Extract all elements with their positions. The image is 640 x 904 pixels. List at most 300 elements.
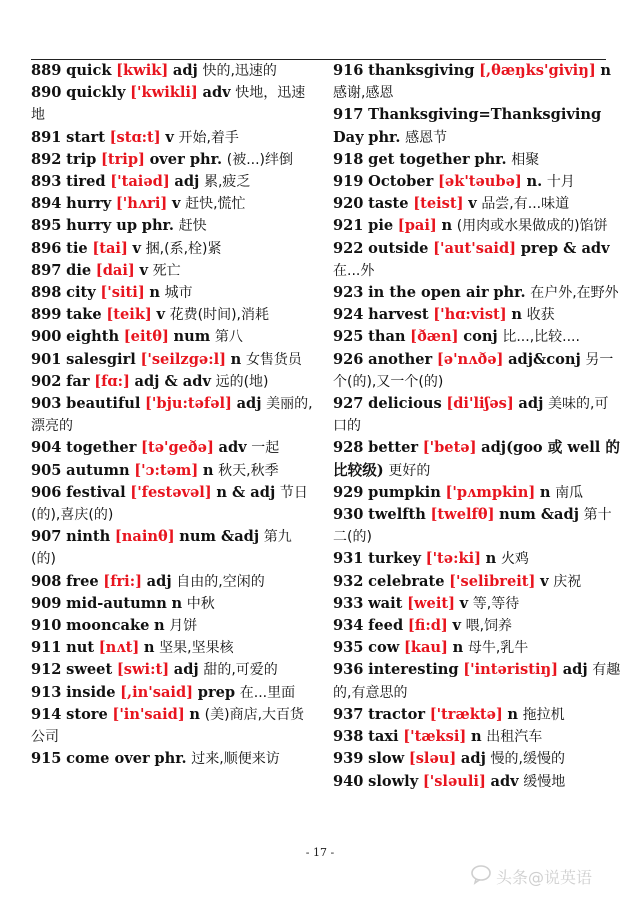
entry-number: 896 [31,239,62,257]
entry-word: tractor [368,705,426,723]
entry-phonetic: [tai] [92,239,128,257]
entry-phonetic: ['festəvəl] [130,483,212,501]
entry-word: free [66,572,99,590]
entry-part-of-speech: phr. [154,750,187,768]
entry-definition: 有趣的,有意思的 [333,662,621,701]
entry-number: 930 [333,506,364,524]
vocab-entry [31,127,315,149]
entry-number: 891 [31,128,62,146]
vocab-entry [31,193,315,215]
entry-phonetic: [nʌt] [98,639,140,657]
entry-phonetic: [fɑ:] [94,372,130,390]
entry-phonetic: ['hʌri] [115,195,168,213]
entry-phonetic: ['pʌmpkin] [445,483,536,501]
entry-part-of-speech: n & adj [216,483,276,501]
entry-number: 932 [333,572,364,590]
vocab-entry [333,593,621,615]
entry-number: 900 [31,328,62,346]
entry-phonetic: ['sləuli] [422,772,486,790]
entry-number: 919 [333,173,364,191]
entry-number: 894 [31,195,62,213]
entry-word: quick [66,62,112,79]
entry-definition: 在户外,在野外 [530,285,619,302]
entry-phonetic: [ðæn] [410,328,459,346]
entry-part-of-speech: prep & adv [520,239,610,257]
entry-word: twelfth [368,506,426,524]
entry-definition: 等,等待 [472,595,520,612]
entry-word: far [66,372,90,390]
entry-number: 918 [333,150,364,168]
vocab-entry [31,637,315,659]
entry-number: 901 [31,350,62,368]
entry-phonetic: ['tə:ki] [425,550,482,568]
entry-part-of-speech: phr. [368,128,401,146]
entry-number: 907 [31,528,62,546]
entry-number: 913 [31,683,62,701]
entry-word: get together [368,150,470,168]
entry-part-of-speech: v [156,306,165,324]
vocab-entry [31,593,315,615]
entry-definition: 品尝,有...味道 [481,196,570,213]
entry-number: 938 [333,728,364,746]
entry-phonetic: [,in'said] [120,683,194,701]
vocab-entry [333,726,621,748]
vocab-entry [31,326,315,348]
entry-word: in the open air [368,284,489,302]
entry-number: 899 [31,306,62,324]
entry-phonetic: [trip] [100,150,145,168]
entry-definition: (被...)绊倒 [226,151,294,168]
vocab-entry [333,771,621,793]
vocab-entry [31,482,315,526]
entry-number: 935 [333,639,364,657]
entry-word: harvest [368,306,429,324]
page-number: - 17 - [305,846,335,859]
vocab-entry [31,526,315,570]
vocab-entry [31,371,315,393]
entry-definition: 更好的 [388,462,431,479]
entry-number: 910 [31,617,62,635]
entry-definition: 女售货员 [245,351,302,368]
entry-word: start [66,128,105,146]
vocab-entry [333,615,621,637]
entry-phonetic: ['tæksi] [403,728,467,746]
vocab-entry [333,482,621,504]
entry-part-of-speech: v [459,594,469,612]
entry-word: October [368,173,434,191]
vocab-entry [31,282,315,304]
entry-definition: 缓慢地 [523,773,566,790]
entry-phonetic: [dai] [95,261,135,279]
entry-part-of-speech: adj(goo 或 well 的比较级) [333,439,621,479]
entry-part-of-speech: phr. [141,217,174,235]
entry-word: interesting [368,661,459,679]
entry-word: than [368,328,406,346]
entry-part-of-speech: phr. [493,284,526,302]
vocab-column-left [31,60,315,771]
entry-word: thanksgiving [368,62,475,79]
entry-word: city [66,284,96,302]
entry-word: tired [66,173,106,191]
entry-phonetic: [ək'təubə] [438,173,522,191]
entry-number: 928 [333,439,364,457]
entry-phonetic: [teik] [106,306,152,324]
entry-word: hurry up [66,217,138,235]
entry-number: 915 [31,750,62,768]
entry-part-of-speech: n [485,550,497,568]
entry-number: 926 [333,350,364,368]
entry-part-of-speech: prep [197,683,236,701]
entry-part-of-speech: adj [236,395,262,413]
entry-part-of-speech: num &adj [499,506,579,524]
entry-number: 931 [333,550,364,568]
entry-definition: 甜的,可爱的 [203,662,278,679]
vocab-entry [31,349,315,371]
entry-definition: 比...,比较.... [502,329,580,346]
entry-phonetic: [kau] [403,639,448,657]
entry-definition: 十月 [546,174,575,191]
entry-phonetic: ['siti] [100,284,145,302]
entry-phonetic: ['taiəd] [110,173,170,191]
entry-word: better [368,439,419,457]
vocab-entry [31,437,315,459]
watermark-text: 头条@说英语 [496,868,593,887]
entry-part-of-speech: adj & adv [134,372,211,390]
entry-phonetic: [eitθ] [123,328,169,346]
vocab-entry [31,60,315,82]
entry-part-of-speech: phr. [474,150,507,168]
entry-part-of-speech: n [230,350,242,368]
entry-number: 914 [31,705,62,723]
entry-part-of-speech: n [143,639,155,657]
entry-definition: 慢的,缓慢的 [490,751,565,768]
entry-word: take [66,306,102,324]
entry-definition: 感恩节 [405,129,448,146]
vocab-entry [333,193,621,215]
entry-word: quickly [66,84,126,102]
entry-word: slowly [368,772,419,790]
entry-definition: 开始,着手 [178,129,239,146]
entry-definition: 庆祝 [553,573,582,590]
entry-definition: 另一个(的),又一个(的) [333,351,614,390]
vocab-entry [31,460,315,482]
entry-part-of-speech: n [154,617,165,635]
entry-part-of-speech: num [173,328,211,346]
vocab-entry [31,659,315,681]
vocab-entry [31,682,315,704]
entry-part-of-speech: v [468,195,477,213]
entry-part-of-speech: n [539,483,551,501]
entry-phonetic: [swi:t] [116,661,170,679]
entry-number: 905 [31,461,62,479]
entry-phonetic: ['aut'said] [433,239,517,257]
vocab-entry [333,571,621,593]
entry-number: 922 [333,239,364,257]
entry-phonetic: [weit] [407,594,456,612]
entry-definition: 过来,顺便来访 [191,751,280,768]
entry-part-of-speech: n [171,594,183,612]
vocab-entry [333,393,621,437]
entry-phonetic: [di'liʃəs] [446,395,514,413]
entry-number: 934 [333,617,364,635]
entry-definition: 感谢,感恩 [333,85,394,102]
vocab-entry [333,748,621,770]
entry-phonetic: ['hɑ:vist] [433,306,507,324]
entry-phonetic: [twelfθ] [430,506,495,524]
entry-number: 924 [333,306,364,324]
entry-word: pie [368,217,394,235]
entry-phonetic: [teist] [413,195,464,213]
entry-part-of-speech: n [511,306,522,324]
entry-word: store [66,705,108,723]
entry-word: trip [66,150,97,168]
entry-definition: 节日(的),喜庆(的) [31,484,308,524]
entry-part-of-speech: n. [526,173,543,191]
vocab-entry [31,238,315,260]
entry-number: 916 [333,62,364,79]
entry-number: 898 [31,284,62,302]
vocab-entry [31,149,315,171]
entry-definition: 在...外 [333,262,375,279]
entry-word: feed [368,617,404,635]
entry-number: 940 [333,772,364,790]
entry-part-of-speech: conj [463,328,498,346]
vocab-entry [333,437,621,481]
entry-definition: 相聚 [511,151,540,168]
entry-part-of-speech: n [149,284,160,302]
entry-word: festival [66,483,126,501]
entry-word: hurry [66,195,112,213]
entry-phonetic: ['intəristiŋ] [463,661,559,679]
entry-phonetic: [tə'geðə] [141,439,214,457]
entry-phonetic: ['betə] [422,439,477,457]
chat-bubble-icon [470,863,492,885]
entry-definition: 出租汽车 [486,729,543,746]
entry-definition: 喂,饲养 [465,618,513,635]
entry-phonetic: [kwik] [116,62,169,79]
entry-part-of-speech: adj [174,173,200,191]
entry-part-of-speech: n [441,217,453,235]
entry-definition: 月饼 [169,618,198,635]
entry-number: 895 [31,217,62,235]
entry-word: inside [66,683,116,701]
entry-number: 909 [31,594,62,612]
entry-word: ninth [66,528,111,546]
entry-part-of-speech: v [171,195,181,213]
entry-number: 923 [333,284,364,302]
vocab-entry [31,704,315,748]
entry-word: tie [66,239,88,257]
entry-word: nut [66,639,95,657]
entry-phonetic: [ə'nʌðə] [436,350,504,368]
entry-number: 890 [31,84,62,102]
entry-definition: 美丽的,漂亮的 [31,396,313,435]
entry-phonetic: [fi:d] [407,617,448,635]
entry-word: beautiful [66,395,141,413]
vocab-entry [333,659,621,703]
entry-word: together [66,439,137,457]
entry-word: eighth [66,328,120,346]
entry-definition: 赶快 [178,218,207,235]
entry-number: 893 [31,173,62,191]
vocab-entry [333,637,621,659]
entry-definition: (美)商店,大百货公司 [31,706,305,746]
entry-word: cow [368,639,400,657]
vocab-entry [31,171,315,193]
entry-part-of-speech: adj [562,661,588,679]
entry-definition: 远的(地) [215,373,269,390]
entry-phonetic: ['ɔ:təm] [134,461,199,479]
entry-part-of-speech: adj&conj [508,350,581,368]
entry-definition: 自由的,空闲的 [176,573,265,590]
entry-phonetic: ['in'said] [112,705,185,723]
entry-part-of-speech: over phr. [149,150,223,168]
entry-number: 908 [31,572,62,590]
vocab-entry [333,282,621,304]
entry-word: another [368,350,433,368]
entry-word: Thanksgiving=Thanksgiving Day [333,106,602,146]
vocab-entry [333,349,621,393]
vocab-entry [31,215,315,237]
entry-word: taxi [368,728,399,746]
vocab-column-right [333,60,621,793]
entry-definition: 捆,(系,栓)紧 [145,240,222,257]
entry-definition: 母牛,乳牛 [467,640,529,657]
vocab-entry [333,548,621,570]
entry-word: turkey [368,550,422,568]
vocab-entry [333,304,621,326]
entry-number: 920 [333,195,364,213]
entry-word: taste [368,195,409,213]
entry-number: 933 [333,594,364,612]
entry-word: mid-autumn [66,594,167,612]
entry-part-of-speech: n [202,461,214,479]
entry-definition: 在...里面 [239,684,296,701]
entry-word: pumpkin [368,483,441,501]
entry-part-of-speech: v [165,128,174,146]
entry-number: 892 [31,150,62,168]
entry-part-of-speech: n [452,639,464,657]
entry-phonetic: [,θæŋks'giviŋ] [479,62,596,79]
entry-definition: 花费(时间),消耗 [169,307,269,324]
watermark [470,863,630,891]
entry-word: mooncake [66,617,150,635]
vocab-entry [333,171,621,193]
entry-phonetic: [pai] [397,217,437,235]
vocab-entry [333,104,621,148]
entry-word: delicious [368,395,442,413]
entry-definition: 第八 [214,329,243,346]
entry-definition: 拖拉机 [522,706,565,723]
entry-part-of-speech: adv [218,439,247,457]
entry-part-of-speech: v [132,239,142,257]
entry-number: 936 [333,661,364,679]
entry-word: salesgirl [66,350,136,368]
entry-definition: 中秋 [186,595,215,612]
entry-definition: 赶快,慌忙 [185,196,246,213]
entry-number: 902 [31,372,62,390]
entry-part-of-speech: v [540,572,549,590]
entry-definition: 死亡 [152,262,181,279]
entry-number: 906 [31,483,62,501]
entry-word: slow [368,750,405,768]
entry-phonetic: [nainθ] [114,528,175,546]
entry-number: 929 [333,483,364,501]
entry-definition: 南瓜 [555,484,584,501]
entry-number: 897 [31,261,62,279]
vocab-entry [31,571,315,593]
entry-part-of-speech: v [452,617,461,635]
vocab-entry [333,504,621,548]
entry-number: 917 [333,106,364,124]
entry-part-of-speech: adv [490,772,519,790]
entry-phonetic: [sləu] [408,750,457,768]
entry-definition: 城市 [164,285,193,302]
vocab-entry [31,393,315,437]
entry-part-of-speech: n [600,62,612,79]
vocab-entry [333,60,621,104]
entry-definition: 一起 [251,440,280,457]
entry-phonetic: [fri:] [103,572,143,590]
vocab-entry [31,304,315,326]
entry-word: wait [368,594,403,612]
entry-definition: (用肉或水果做成的)馅饼 [456,218,608,235]
entry-part-of-speech: adv [202,84,231,102]
entry-part-of-speech: v [139,261,148,279]
entry-definition: 火鸡 [500,551,529,568]
entry-definition: 坚果,坚果核 [159,640,234,657]
entry-word: outside [368,239,429,257]
entry-part-of-speech: n [470,728,482,746]
entry-word: autumn [66,461,130,479]
entry-number: 937 [333,705,364,723]
vocab-entry [333,326,621,348]
vocab-entry [333,215,621,237]
entry-phonetic: ['selibreit] [449,572,536,590]
entry-definition: 第九(的) [31,529,292,568]
entry-number: 925 [333,328,364,346]
entry-part-of-speech: adj [173,661,199,679]
entry-part-of-speech: adj [172,62,198,79]
entry-phonetic: [stɑ:t] [109,128,161,146]
entry-word: die [66,261,92,279]
entry-word: sweet [66,661,113,679]
entry-definition: 累,疲乏 [203,174,251,191]
entry-phonetic: ['kwikli] [130,84,198,102]
entry-part-of-speech: adj [146,572,172,590]
entry-definition: 秋天,秋季 [218,462,279,479]
entry-part-of-speech: adj [518,395,544,413]
vocab-entry [31,615,315,637]
vocab-entry [333,704,621,726]
entry-part-of-speech: n [189,705,201,723]
entry-part-of-speech: n [507,705,519,723]
entry-definition: 快地，迅速地 [31,85,306,124]
entry-part-of-speech: num &adj [179,528,260,546]
entry-word: celebrate [368,572,445,590]
entry-phonetic: ['bju:təfəl] [145,395,232,413]
entry-phonetic: ['træktə] [429,705,503,723]
vocab-entry [31,82,315,126]
entry-number: 927 [333,395,364,413]
entry-number: 939 [333,750,364,768]
entry-definition: 快的,迅速的 [202,63,277,79]
entry-number: 904 [31,439,62,457]
entry-number: 903 [31,395,62,413]
entry-number: 911 [31,639,62,657]
vocab-entry [333,149,621,171]
vocab-entry [31,260,315,282]
